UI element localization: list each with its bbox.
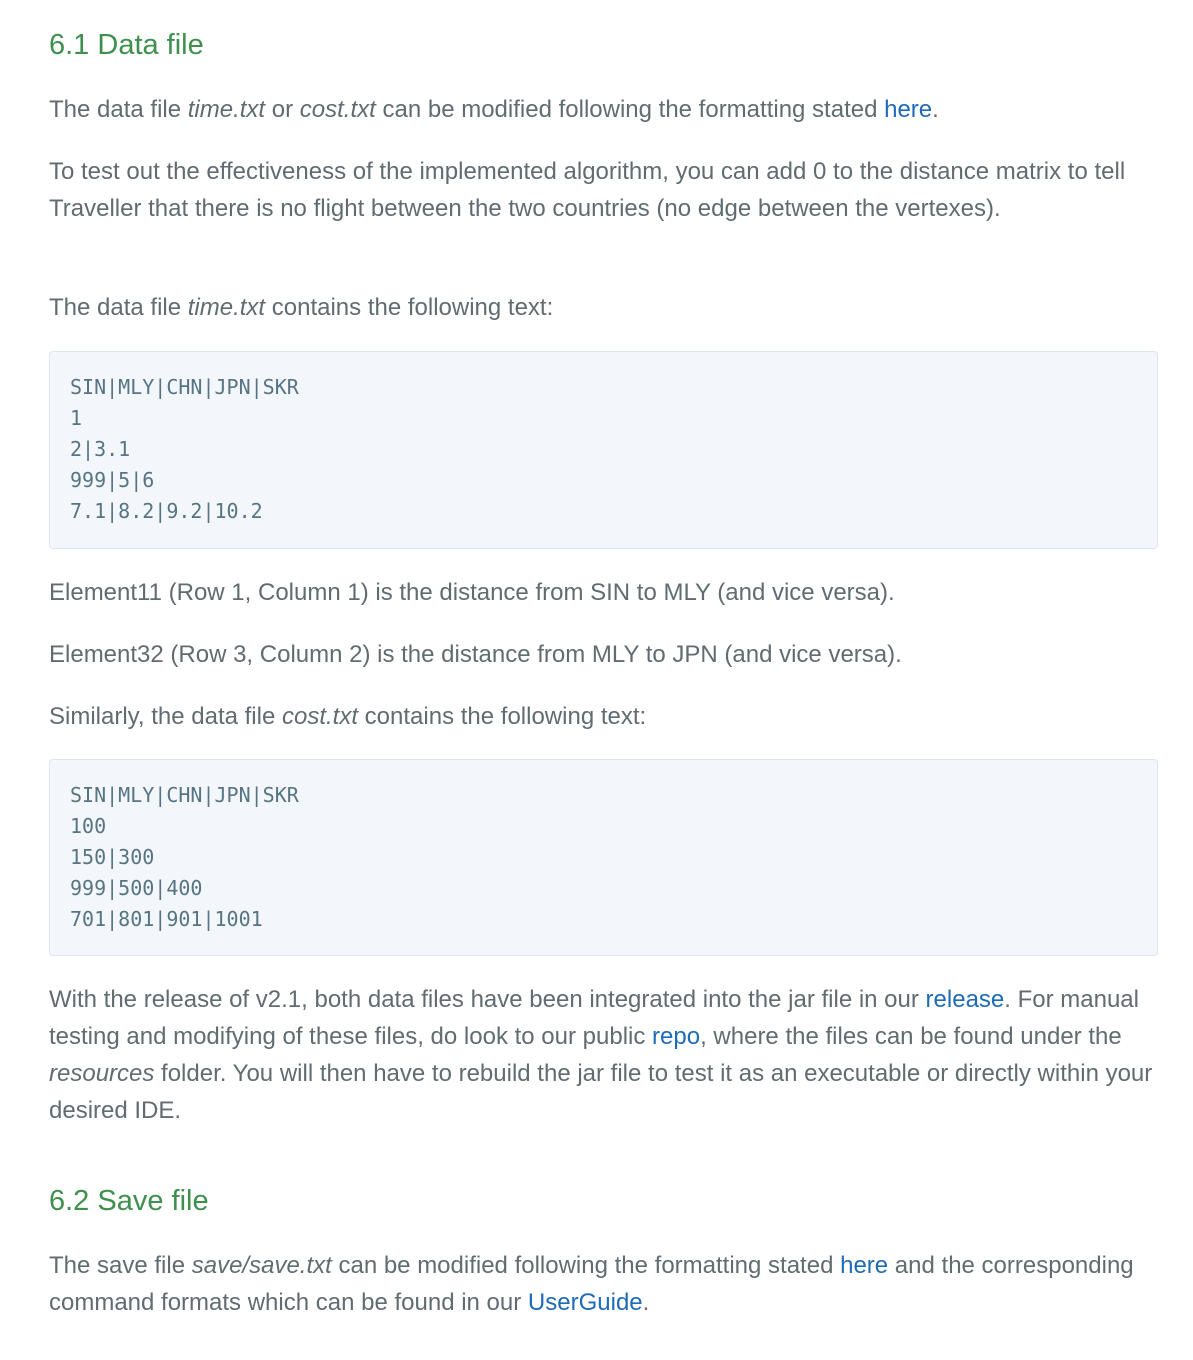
filename-time: time.txt	[187, 294, 266, 321]
code-line: SIN|MLY|CHN|JPN|SKR	[70, 783, 299, 807]
here-link[interactable]: here	[884, 96, 933, 123]
paragraph-release: With the release of v2.1, both data files have been integrated into the jar file in our release. For manual testing and modifying of these files, do look to our public repo, where the files can be found under the resources folder. You will then have to rebuild the jar file to test it as an executable or directly within your desired IDE.	[49, 986, 1153, 1124]
userguide-link[interactable]: UserGuide	[527, 1289, 643, 1316]
paragraph-save-file: The save file save/save.txt can be modified following the formatting stated here and the corresponding command formats which can be found in our UserGuide.	[49, 1252, 1134, 1316]
code-line: SIN|MLY|CHN|JPN|SKR	[70, 375, 299, 399]
save-here-link[interactable]: here	[840, 1252, 889, 1279]
code-line: 100	[70, 814, 107, 838]
code-line: 1	[70, 406, 83, 430]
paragraph-cost-contains: Similarly, the data file cost.txt contains the following text:	[49, 703, 647, 730]
heading-data-file: 6.1 Data file	[49, 29, 204, 61]
filename-time: time.txt	[187, 96, 266, 123]
repo-link[interactable]: repo	[652, 1023, 701, 1050]
paragraph-element32: Element32 (Row 3, Column 2) is the distance from MLY to JPN (and vice versa).	[49, 641, 902, 668]
paragraph-effectiveness: To test out the effectiveness of the implemented algorithm, you can add 0 to the distance matrix to tell Traveller that there is no flight between the two countries (no edge between the vertexes).	[49, 158, 1126, 222]
folder-name: resources	[49, 1060, 155, 1087]
filename-cost: cost.txt	[281, 703, 359, 730]
code-line: 150|300	[70, 845, 155, 869]
code-block-cost	[49, 759, 1158, 956]
code-line: 999|5|6	[70, 468, 155, 492]
code-line: 7.1|8.2|9.2|10.2	[70, 499, 263, 523]
release-link[interactable]: release	[925, 986, 1005, 1013]
filename-cost: cost.txt	[299, 96, 376, 123]
code-block-time	[49, 351, 1158, 549]
paragraph-data-file-intro: The data file time.txt or cost.txt can be modified following the formatting stated here.	[49, 96, 939, 123]
paragraph-time-contains: The data file time.txt contains the following text:	[49, 294, 554, 321]
heading-save-file: 6.2 Save file	[49, 1185, 209, 1217]
code-line: 2|3.1	[70, 437, 131, 461]
code-line: 999|500|400	[70, 876, 203, 900]
filename-save: save/save.txt	[191, 1252, 332, 1279]
code-line: 701|801|901|1001	[70, 907, 263, 931]
paragraph-element11: Element11 (Row 1, Column 1) is the distance from SIN to MLY (and vice versa).	[49, 579, 895, 606]
